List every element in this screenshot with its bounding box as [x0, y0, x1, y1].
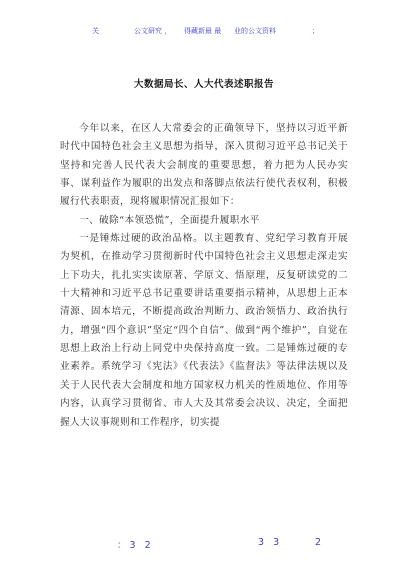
header-text-mid-1: 公文研究 ， [134, 27, 172, 35]
header-text-mid-3: 业的公文资料 [234, 27, 276, 35]
document-body [60, 120, 348, 432]
paragraph-body: 一是锤炼过硬的政治品格。以主题教育、党纪学习教育开展为契机，在推动学习贯彻新时代中国特色社会主义思想走深走实上下功夫，扎扎实实读原著、学原文、悟原理，反复研读党的二十大精神和习近平总书记重要讲话重要指示精神，从思想上正本清源、固本培元，不断提高政治判断力、政治领悟力、政治执行力，增强“四个意识”坚定“四个自信”、做到“两个维护”，自觉在思想上政治上行动上同党中央保持高度一致。二是锤炼过硬的专业素养。系统学习《宪法》《代表法》《监督法》等法律法规以及关于人民代表大会制度和地方国家权力机关的性质地位、作用等内容，认真学习贯彻省、市人大及其常委会决议、决定，全面把握人大议事规则和工作程序，切实提 [60, 233, 348, 428]
header-text-mid-2: 得藏新最 最 [184, 27, 222, 35]
footer-text-right: 2 [315, 537, 325, 548]
paragraph-intro: 今年以来，在区人大常委会的正确领导下，坚持以习近平新时代中国特色社会主义思想为指导，深入贯彻习近平总书记关于坚持和完善人民代表大会制度的重要思想，着力把为人民办实事、谋利益作为履职的出发点和落脚点依法行使代表权利，积极履行代表职责，现将履职情况汇报如下： [60, 123, 348, 208]
header-text-right: ； [312, 27, 319, 35]
footer-text-mid: 3 3 [258, 537, 283, 548]
page-footer [0, 537, 408, 551]
section-heading: 一、破除“本领恐慌”，全面提升履职水平 [79, 214, 260, 226]
footer-text-left: ：3 2 [117, 540, 154, 551]
page-header [0, 26, 408, 40]
header-text-left: 关 [92, 27, 99, 35]
document-title: 大数据局长、人大代表述职报告 [133, 79, 274, 90]
